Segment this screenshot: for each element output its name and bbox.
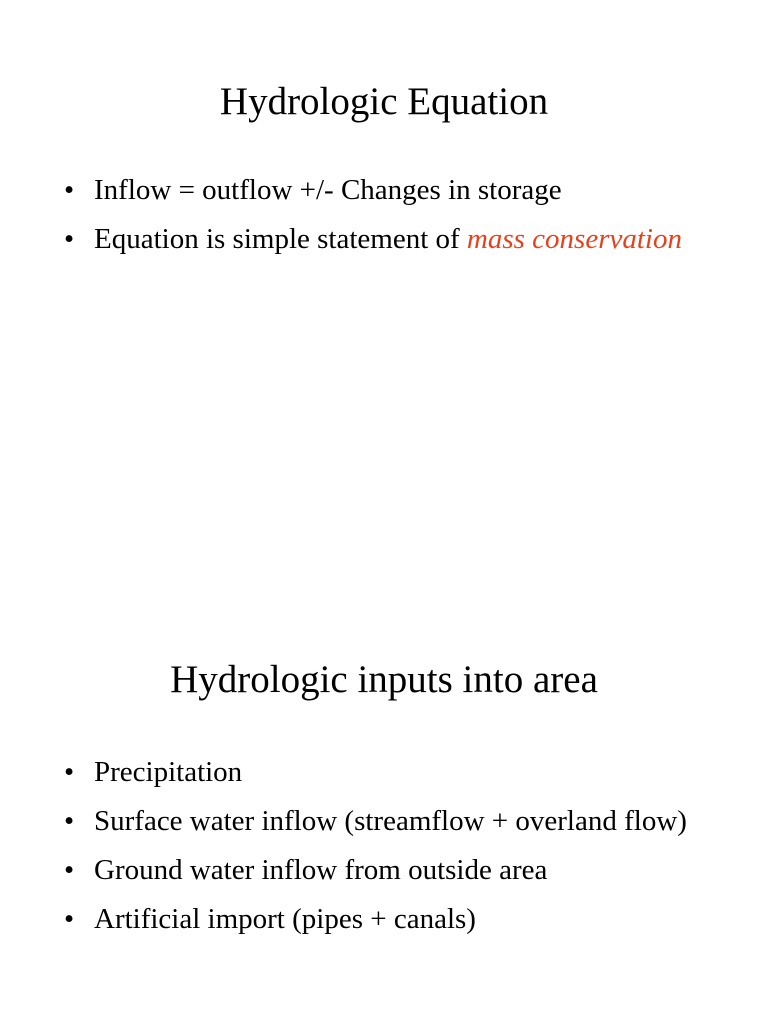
bullet-item: [62, 170, 702, 210]
bullet-text: Artificial import (pipes + canals): [94, 903, 476, 935]
bullet-icon: •: [64, 805, 75, 837]
bullet-list: [62, 752, 702, 948]
bullet-item: [62, 850, 702, 890]
emphasis-text: mass conservation: [466, 223, 682, 255]
bullet-text: Inflow = outflow +/- Changes in storage: [94, 174, 562, 206]
bullet-item: [62, 899, 702, 939]
bullet-icon: •: [64, 903, 75, 935]
bullet-text: Precipitation: [94, 756, 243, 788]
bullet-icon: •: [64, 756, 75, 788]
bullet-icon: •: [64, 854, 75, 886]
bullet-item: [62, 801, 702, 841]
slide-title: Hydrologic Equation: [219, 80, 549, 123]
slide-hydrologic-inputs: [0, 576, 768, 1024]
slide-title: Hydrologic inputs into area: [170, 658, 598, 701]
bullet-text: Ground water inflow from outside area: [94, 854, 548, 886]
bullet-icon: •: [64, 223, 75, 255]
bullet-icon: •: [64, 174, 75, 206]
bullet-item: [62, 752, 702, 792]
bullet-item: [62, 219, 702, 259]
bullet-list: [62, 170, 702, 268]
bullet-text: Surface water inflow (streamflow + overland flow): [94, 805, 687, 837]
bullet-text: Equation is simple statement of: [94, 223, 467, 255]
